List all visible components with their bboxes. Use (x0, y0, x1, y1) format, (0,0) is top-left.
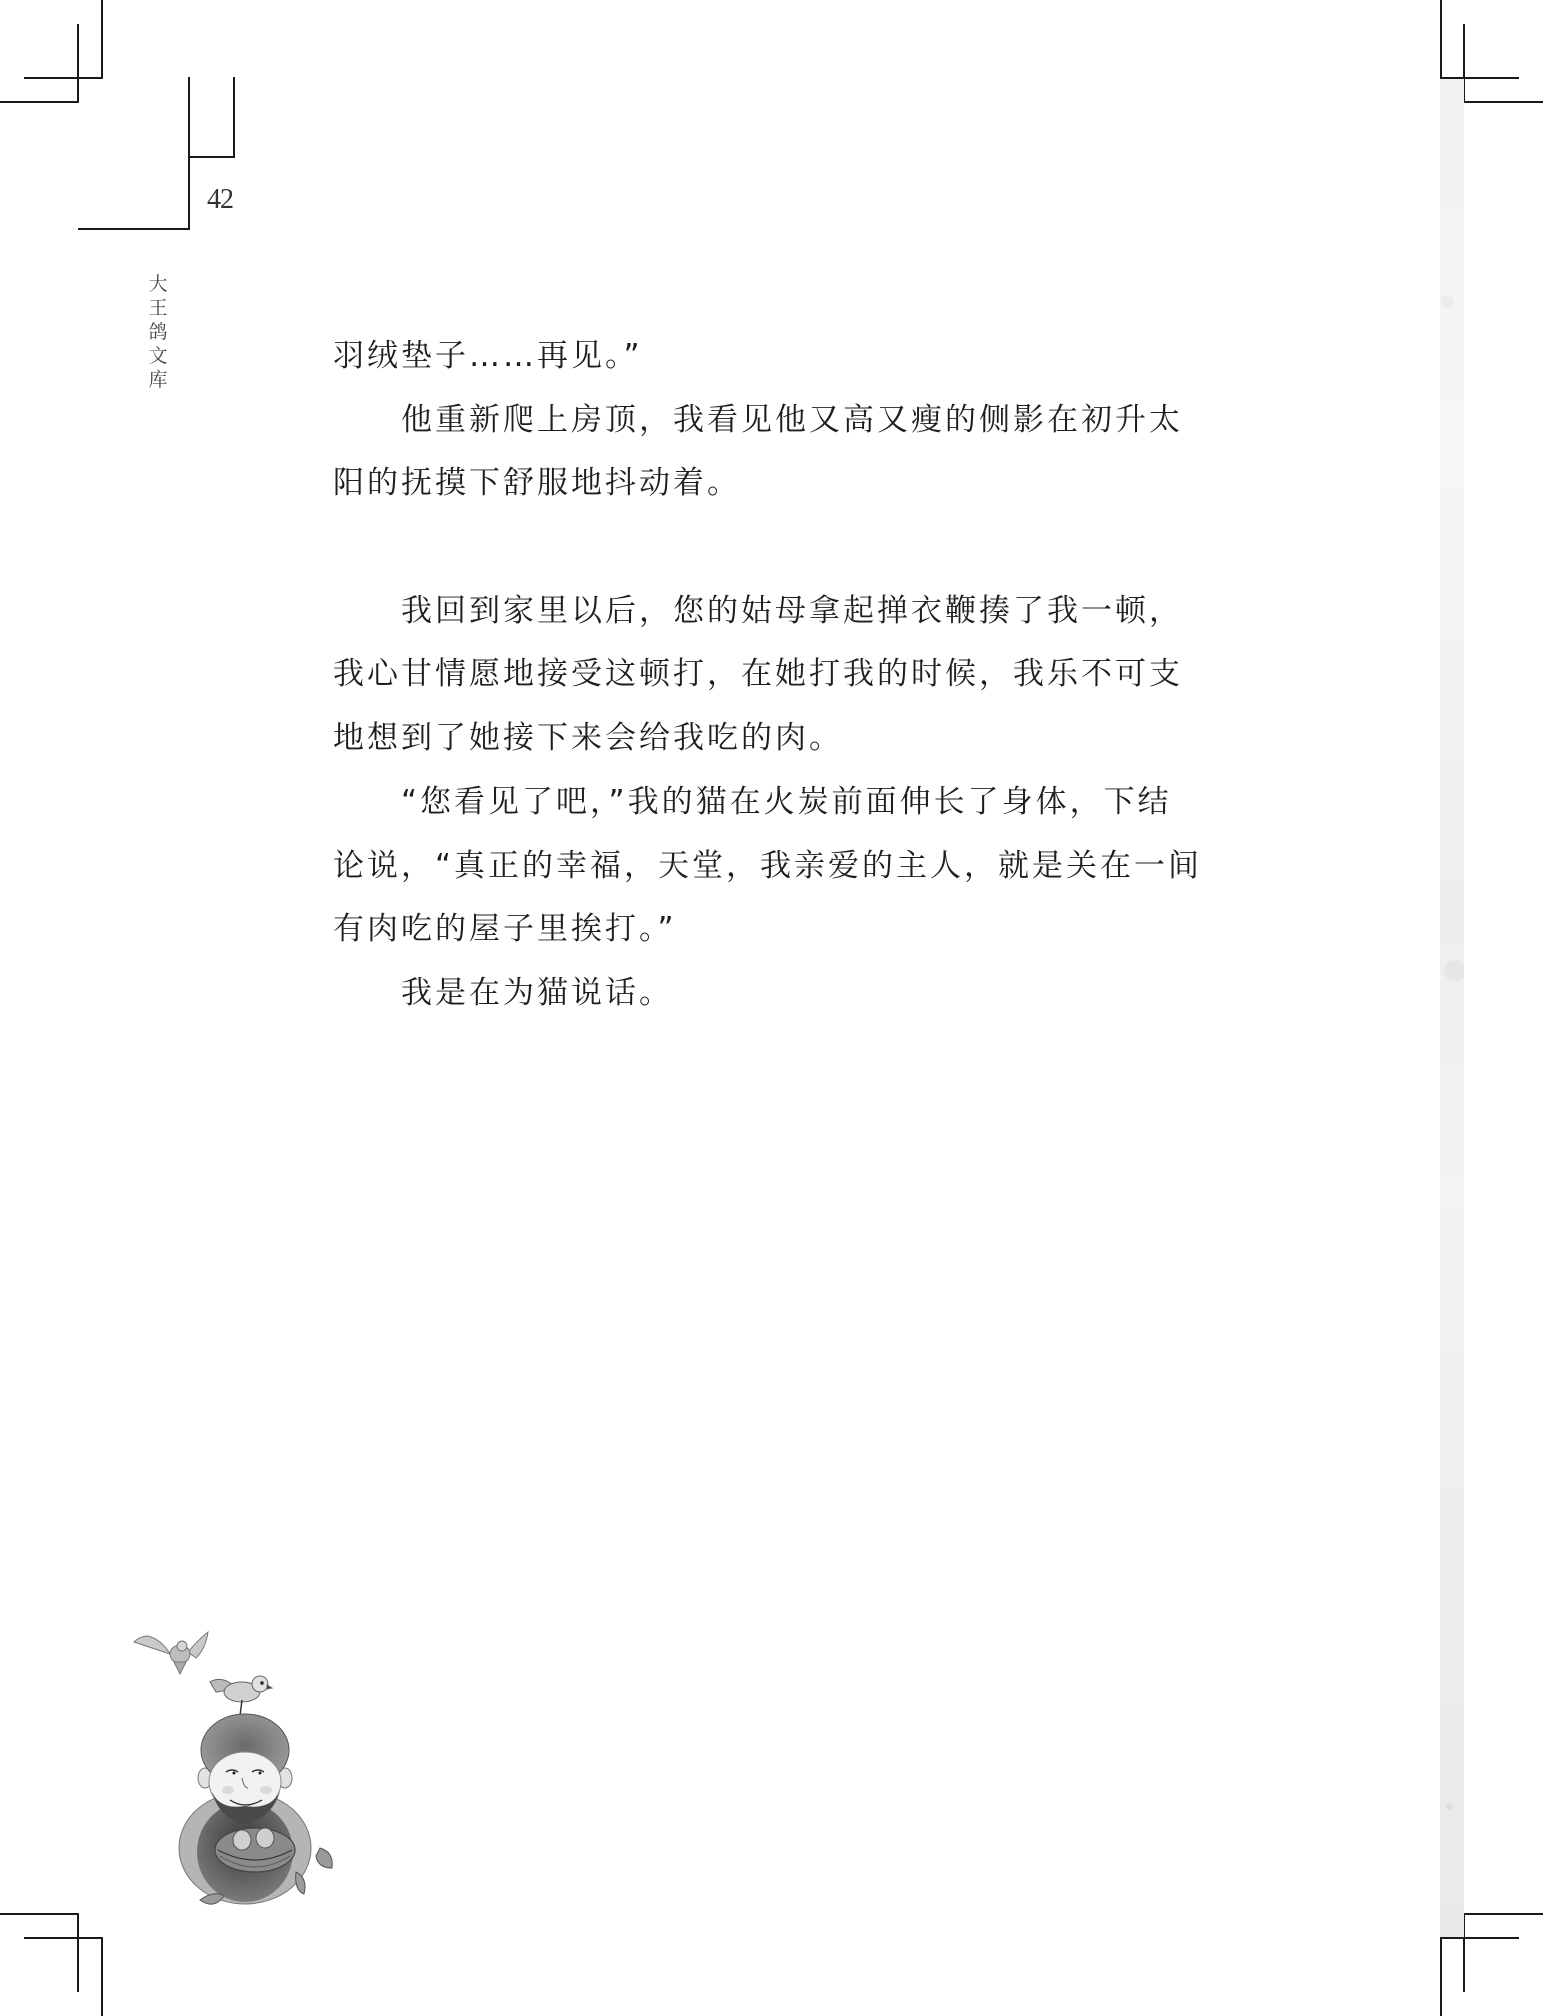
crop-mark-top-left-outer-horizontal (24, 77, 103, 79)
text-line: 地想到了她接下来会给我吃的肉。 (333, 720, 843, 757)
text-line: 我心甘情愿地接受这顿打，在她打我的时候，我乐不可支 (333, 656, 1183, 693)
bearded-man-icon (179, 1714, 311, 1904)
crop-mark-top-right-outer-vertical (1440, 0, 1442, 79)
page-number-frame-horizontal (78, 228, 190, 230)
text-line: 阳的抚摸下舒服地抖动着。 (333, 465, 741, 502)
crop-mark-bottom-right-inner-horizontal (1463, 1913, 1543, 1915)
crop-mark-bottom-left-inner-vertical (77, 1913, 79, 1992)
series-name-char: 大 (148, 273, 168, 295)
crop-mark-bottom-left-outer-vertical (101, 1937, 103, 2016)
crop-mark-top-left-inner-vertical (77, 24, 79, 103)
text-line: 有肉吃的屋子里挨打。” (333, 911, 677, 948)
illustration-bearded-man-with-birds (120, 1620, 350, 1920)
crop-mark-top-right-inner-horizontal (1463, 101, 1543, 103)
page-number-frame-small-horizontal (188, 156, 235, 158)
text-line: 我回到家里以后，您的姑母拿起掸衣鞭揍了我一顿， (401, 592, 1183, 629)
crop-mark-top-left-inner-horizontal (0, 101, 79, 103)
perched-bird-icon (210, 1676, 272, 1716)
crop-mark-bottom-right-outer-horizontal (1440, 1937, 1519, 1939)
crop-mark-top-left-outer-vertical (101, 0, 103, 79)
crop-mark-bottom-right-outer-vertical (1440, 1937, 1442, 2016)
series-name-char: 王 (148, 297, 168, 319)
blank-line (333, 516, 1203, 580)
flying-bird-icon (134, 1632, 208, 1674)
text-line: 我是在为猫说话。 (401, 974, 673, 1011)
page-edge-strip (1440, 79, 1464, 1937)
crop-mark-bottom-left-inner-horizontal (0, 1913, 79, 1915)
text-line: 他重新爬上房顶，我看见他又高又瘦的侧影在初升太 (401, 401, 1183, 438)
page-number-frame-small-vertical (233, 77, 235, 158)
page-number: 42 (207, 184, 233, 215)
series-name-char: 库 (148, 369, 168, 391)
series-name-char: 文 (148, 345, 168, 367)
page-number-frame-vertical (188, 77, 190, 230)
series-name-vertical (146, 272, 170, 392)
series-name-char: 鸽 (148, 321, 168, 343)
body-text (333, 325, 1203, 1026)
crop-mark-bottom-left-outer-horizontal (24, 1937, 103, 1939)
text-line: 羽绒垫子……再见。” (333, 338, 643, 374)
text-line: 论说，“真正的幸福，天堂，我亲爱的主人，就是关在一间 (333, 847, 1203, 884)
text-line: “您看见了吧，”我的猫在火炭前面伸长了身体，下结 (401, 783, 1172, 820)
